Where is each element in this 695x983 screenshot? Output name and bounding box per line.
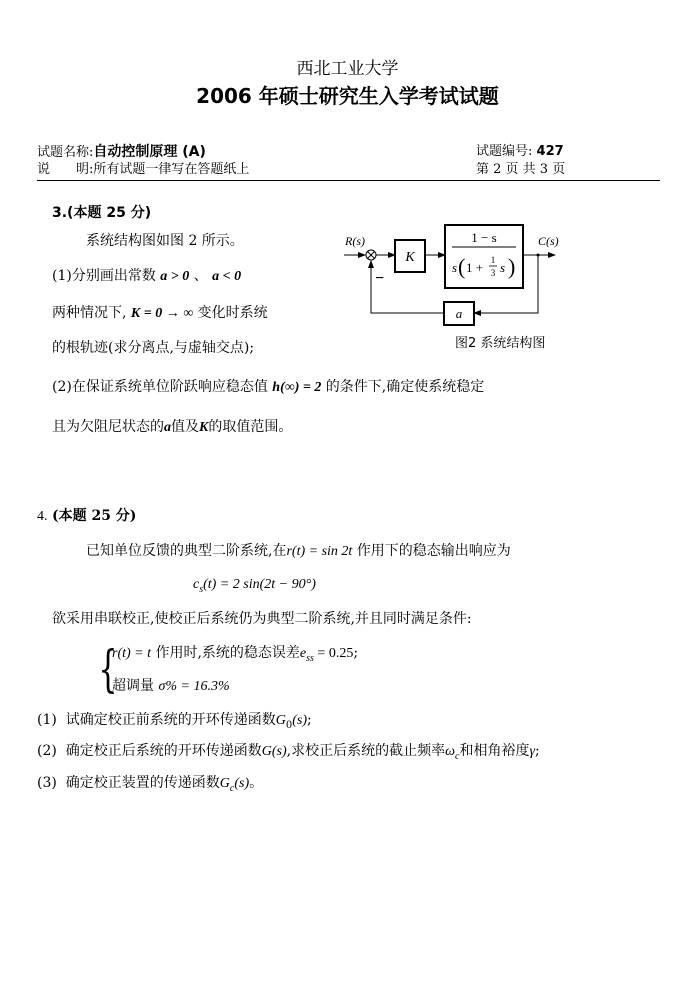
q4-condition2 [112, 677, 230, 696]
q4-title: (本题 25 分) [51, 508, 137, 524]
frac-num: 1 [490, 255, 496, 265]
subject-row [37, 143, 206, 162]
math: σ% = 16.3% [158, 679, 230, 694]
math-sub: 0 [285, 719, 293, 731]
text: 确定校正后系统的开环传递函数 [65, 743, 262, 759]
plant-den-s2: s [500, 260, 506, 275]
paren-right: ) [508, 254, 516, 279]
q4-line1 [86, 542, 511, 561]
text: 作用下的稳态输出响应为 [352, 543, 511, 559]
note-text: 所有试题一律写在答题纸上 [93, 162, 250, 177]
q3-part1-line2 [52, 304, 268, 323]
text: 和相角裕度 [459, 743, 530, 759]
q4-heading [37, 507, 136, 526]
text: 已知单位反馈的典型二阶系统,在 [86, 543, 287, 559]
text: 两种情况下, [52, 305, 131, 321]
text: 、 [189, 268, 213, 284]
q4-number: 4. [37, 509, 48, 524]
header-divider [37, 180, 660, 181]
math-k: K [199, 420, 209, 435]
q3-part1-line3: 的根轨迹(求分离点,与虚轴交点); [52, 340, 255, 356]
q3-heading: 3.(本题 25 分) [52, 205, 152, 221]
math: (t) = 2 sin(2t − 90°) [203, 577, 316, 592]
math: γ [529, 744, 535, 759]
math-a-positive: a > 0 [160, 269, 190, 284]
math-k-range: K = 0 → ∞ [130, 306, 194, 321]
q4-item-1 [37, 711, 312, 735]
math: c [193, 577, 200, 592]
exam-title: 2006 年硕士研究生入学考试试题 [196, 84, 499, 108]
block-diagram [330, 215, 570, 355]
math: (s) [234, 776, 250, 791]
text: 。 [249, 775, 264, 791]
math-r-sin: r(t) = sin 2t [286, 544, 353, 559]
figure-caption: 图2 系统结构图 [455, 336, 546, 351]
q3-part2-line2 [52, 418, 292, 437]
item-number: (2) [37, 743, 57, 759]
math: G [275, 713, 286, 728]
math: (s) [292, 713, 308, 728]
text: ; [534, 743, 540, 759]
code-row [476, 143, 564, 161]
q4-item-3 [37, 774, 263, 798]
math: ω [445, 744, 455, 759]
math: G [219, 776, 230, 791]
plant-den-s: s [452, 260, 458, 275]
note-label: 说 明: [37, 162, 94, 177]
text: 作用时,系统的稳态误差 [151, 645, 300, 661]
input-label: R(s) [345, 234, 365, 248]
text: 超调量 [112, 678, 159, 694]
paren-left: ( [458, 254, 466, 279]
math: (s) [271, 744, 287, 759]
subject-name: 自动控制原理 (A) [93, 144, 206, 160]
math-sub: s [199, 583, 204, 595]
text: 且为欠阻尼状态的 [52, 419, 164, 435]
text: 的取值范围。 [208, 419, 293, 435]
item-number: (1) [37, 712, 57, 728]
feedback-label: a [455, 306, 463, 321]
math-sub: ss [306, 652, 314, 664]
feedback-return [371, 261, 444, 313]
text: 确定校正装置的传递函数 [65, 775, 220, 791]
q3-intro: 系统结构图如图 2 所示。 [86, 233, 244, 249]
gain-label: K [405, 250, 415, 265]
math-sub: c [455, 750, 460, 762]
summing-junction-icon [366, 250, 376, 260]
minus-sign: − [375, 270, 385, 287]
math-a-negative: a < 0 [212, 269, 242, 284]
plant-numerator: 1 − s [471, 230, 497, 245]
brace: { [98, 640, 118, 698]
subject-label: 试题名称: [37, 145, 94, 160]
text: 试确定校正前系统的开环传递函数 [65, 712, 276, 728]
page-info: 第 2 页 共 3 页 [476, 162, 566, 177]
math: = 0.25 [313, 646, 354, 661]
q3-part2-line1 [52, 378, 484, 397]
math: G [261, 744, 272, 759]
item-number: (3) [37, 775, 57, 791]
q4-condition1 [112, 644, 358, 668]
frac-den: 3 [490, 268, 496, 278]
feedback-path [474, 255, 538, 313]
text: (1)分别画出常数 [52, 268, 161, 284]
exam-code: 427 [536, 144, 564, 159]
text: ; [307, 712, 312, 728]
text: 变化时系统 [193, 305, 268, 321]
note-row [37, 161, 249, 179]
q4-equation [193, 576, 316, 599]
math-sub: c [229, 782, 235, 794]
q3-part1-line1 [52, 267, 241, 286]
math-a: a [164, 420, 171, 435]
q4-item-2 [37, 742, 540, 766]
text: ,求校正后系统的截止频率 [286, 743, 446, 759]
university-name: 西北工业大学 [296, 59, 399, 79]
math: e [299, 646, 307, 661]
math-h-inf: h(∞) = 2 [272, 380, 322, 395]
text: 的条件下,确定使系统稳定 [321, 379, 485, 395]
plant-den-inner: 1 + [466, 260, 484, 275]
text: ; [353, 645, 359, 661]
text: (2)在保证系统单位阶跃响应稳态值 [52, 379, 273, 395]
math: r(t) = t [112, 646, 151, 661]
code-label: 试题编号: [476, 144, 533, 159]
text: 值及 [171, 419, 199, 435]
q4-line2: 欲采用串联校正,使校正后系统仍为典型二阶系统,并且同时满足条件: [52, 611, 472, 627]
output-label: C(s) [538, 234, 559, 248]
